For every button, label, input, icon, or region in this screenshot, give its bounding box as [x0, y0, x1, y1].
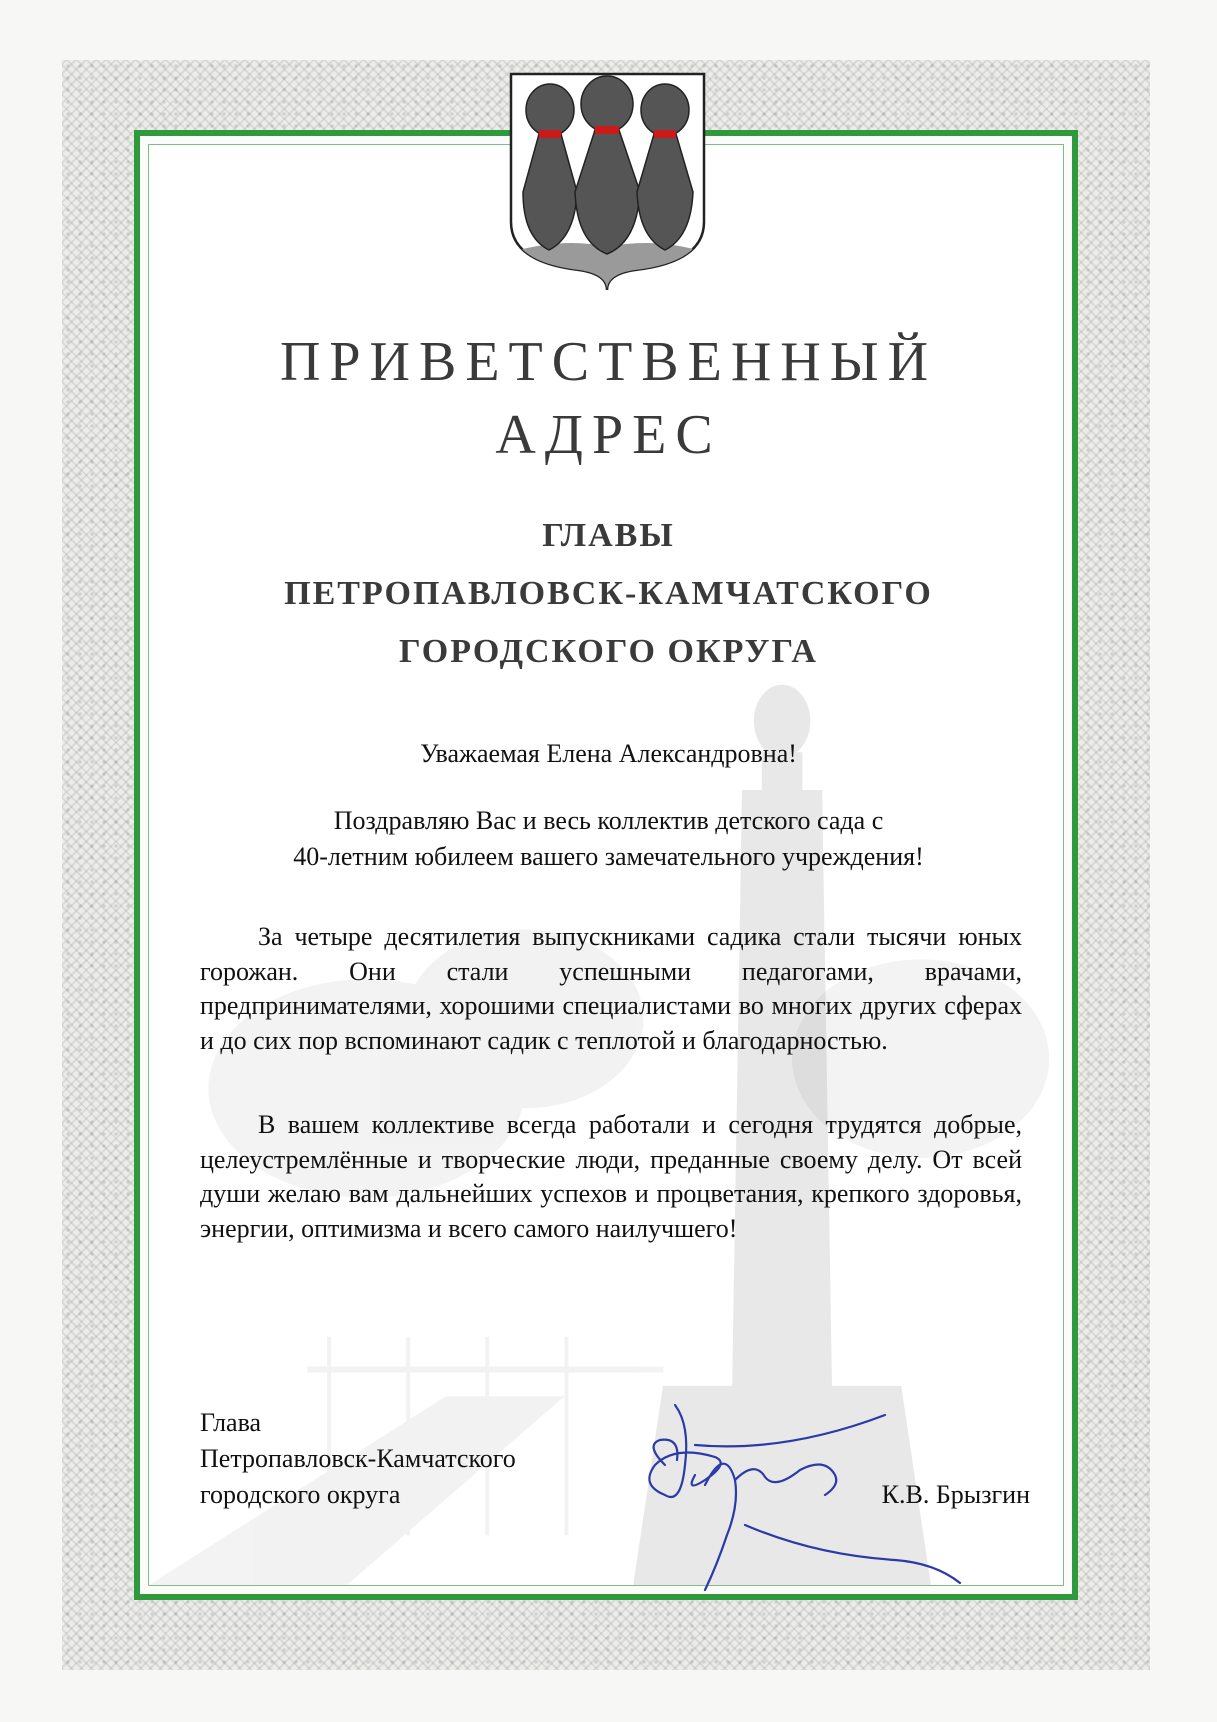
paragraph-1: За четыре десятилетия выпускниками садика стали тысячи юных горожан. Они стали успешными педагогами, врачами, предпринимателями, хорошими специалистами во многих других сферах и до сих пор вспоминают садик с теплотой и благодарностью.	[200, 922, 1022, 1055]
document-title-line-2: АДРЕС	[495, 404, 722, 466]
subtitle-line-1: ГЛАВЫ	[542, 517, 675, 554]
paragraph-2: В вашем коллективе всегда работали и сегодня трудятся добрые, целеустремлённые и творческие люди, преданные своему делу. От всей души желаю вам дальнейших успехов и процветания, крепкого здоровья, энергии, оптимизма и всего самого наилучшего!	[200, 1110, 1022, 1243]
greeting: Уважаемая Елена Александровна!	[420, 739, 797, 768]
document-title-line-1: ПРИВЕТСТВЕННЫЙ	[279, 331, 938, 393]
signatory-title-line-3: городского округа	[200, 1480, 401, 1509]
signature-icon	[635, 1385, 965, 1605]
signatory-title-line-2: Петропавловск-Камчатского	[200, 1444, 516, 1473]
signatory-title-line-1: Глава	[200, 1408, 262, 1437]
subtitle-line-2: ПЕТРОПАВЛОВСК-КАМЧАТСКОГО	[284, 575, 933, 612]
subtitle-line-3: ГОРОДСКОГО ОКРУГА	[399, 633, 818, 670]
congratulation-line-1: Поздравляю Вас и весь коллектив детского сада с	[333, 806, 884, 835]
signatory-name: К.В. Брызгин	[881, 1480, 1030, 1509]
congratulation-line-2: 40-летним юбилеем вашего замечательного учреждения!	[293, 842, 924, 871]
